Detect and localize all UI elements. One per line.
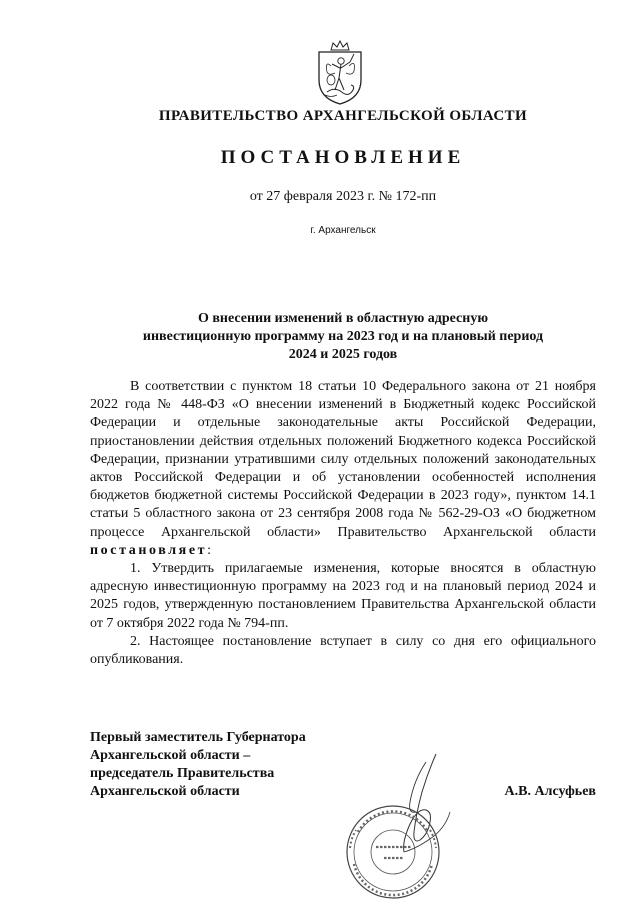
organization-title: ПРАВИТЕЛЬСТВО АРХАНГЕЛЬСКОЙ ОБЛАСТИ bbox=[158, 108, 528, 124]
subject-line: инвестиционную программу на 2023 год и на плановый период bbox=[142, 329, 544, 344]
signer-position-line: председатель Правительства bbox=[90, 766, 275, 781]
resolves-suffix: : bbox=[207, 542, 212, 558]
subject-line: О внесении изменений в областную адресную bbox=[197, 311, 489, 326]
item-1-paragraph: 1. Утвердить прилагаемые изменения, которые вносятся в областную адресную инвестиционную программу на 2023 год и на плановый период 2024 и 2025 годов, утвержденную постановлением Правительства Архангельской области от 7 октября 2022 года № 794-пп. bbox=[90, 561, 596, 631]
signer-position-line: Архангельской области bbox=[90, 784, 240, 799]
signer-name: А.В. Алсуфьев bbox=[504, 784, 596, 799]
document-body bbox=[90, 378, 596, 669]
resolves-word: постановляет bbox=[90, 542, 208, 558]
document-city: г. Архангельск bbox=[310, 225, 376, 236]
preamble-paragraph bbox=[90, 378, 596, 560]
subject-line: 2024 и 2025 годов bbox=[288, 347, 398, 362]
item-2-paragraph: 2. Настоящее постановление вступает в силу со дня его официального опубликования. bbox=[90, 633, 596, 668]
document-type-title: ПОСТАНОВЛЕНИЕ bbox=[220, 147, 466, 168]
signer-position-line: Архангельской области – bbox=[90, 748, 251, 763]
archangel-coat-of-arms-icon bbox=[313, 40, 367, 106]
document-date-number: от 27 февраля 2023 г. № 172-пп bbox=[249, 189, 437, 204]
preamble-text: В соответствии с пунктом 18 статьи 10 Федерального закона от 21 ноября 2022 года № 448-ФЗ «О внесении изменений в Бюджетный кодекс Российской Федерации и отдельные законодательные акты Российской Федерации, приостановлении действия отдельных положений Бюджетного кодекса Российской Федерации, признании утратившими силу отдельных положений законодательных актов Российской Федерации и об установлении особенностей исполнения бюджетов бюджетной системы Российской Федерации в 2023 году», пунктом 14.1 статьи 5 областного закона от 23 сентября 2008 года № 562-29-ОЗ «О бюджетном процессе Архангельской области» Правительство Архангельской области bbox=[90, 379, 596, 540]
document-subject bbox=[100, 310, 586, 364]
signer-position-line: Первый заместитель Губернатора bbox=[90, 730, 306, 745]
official-stamp bbox=[318, 752, 468, 902]
